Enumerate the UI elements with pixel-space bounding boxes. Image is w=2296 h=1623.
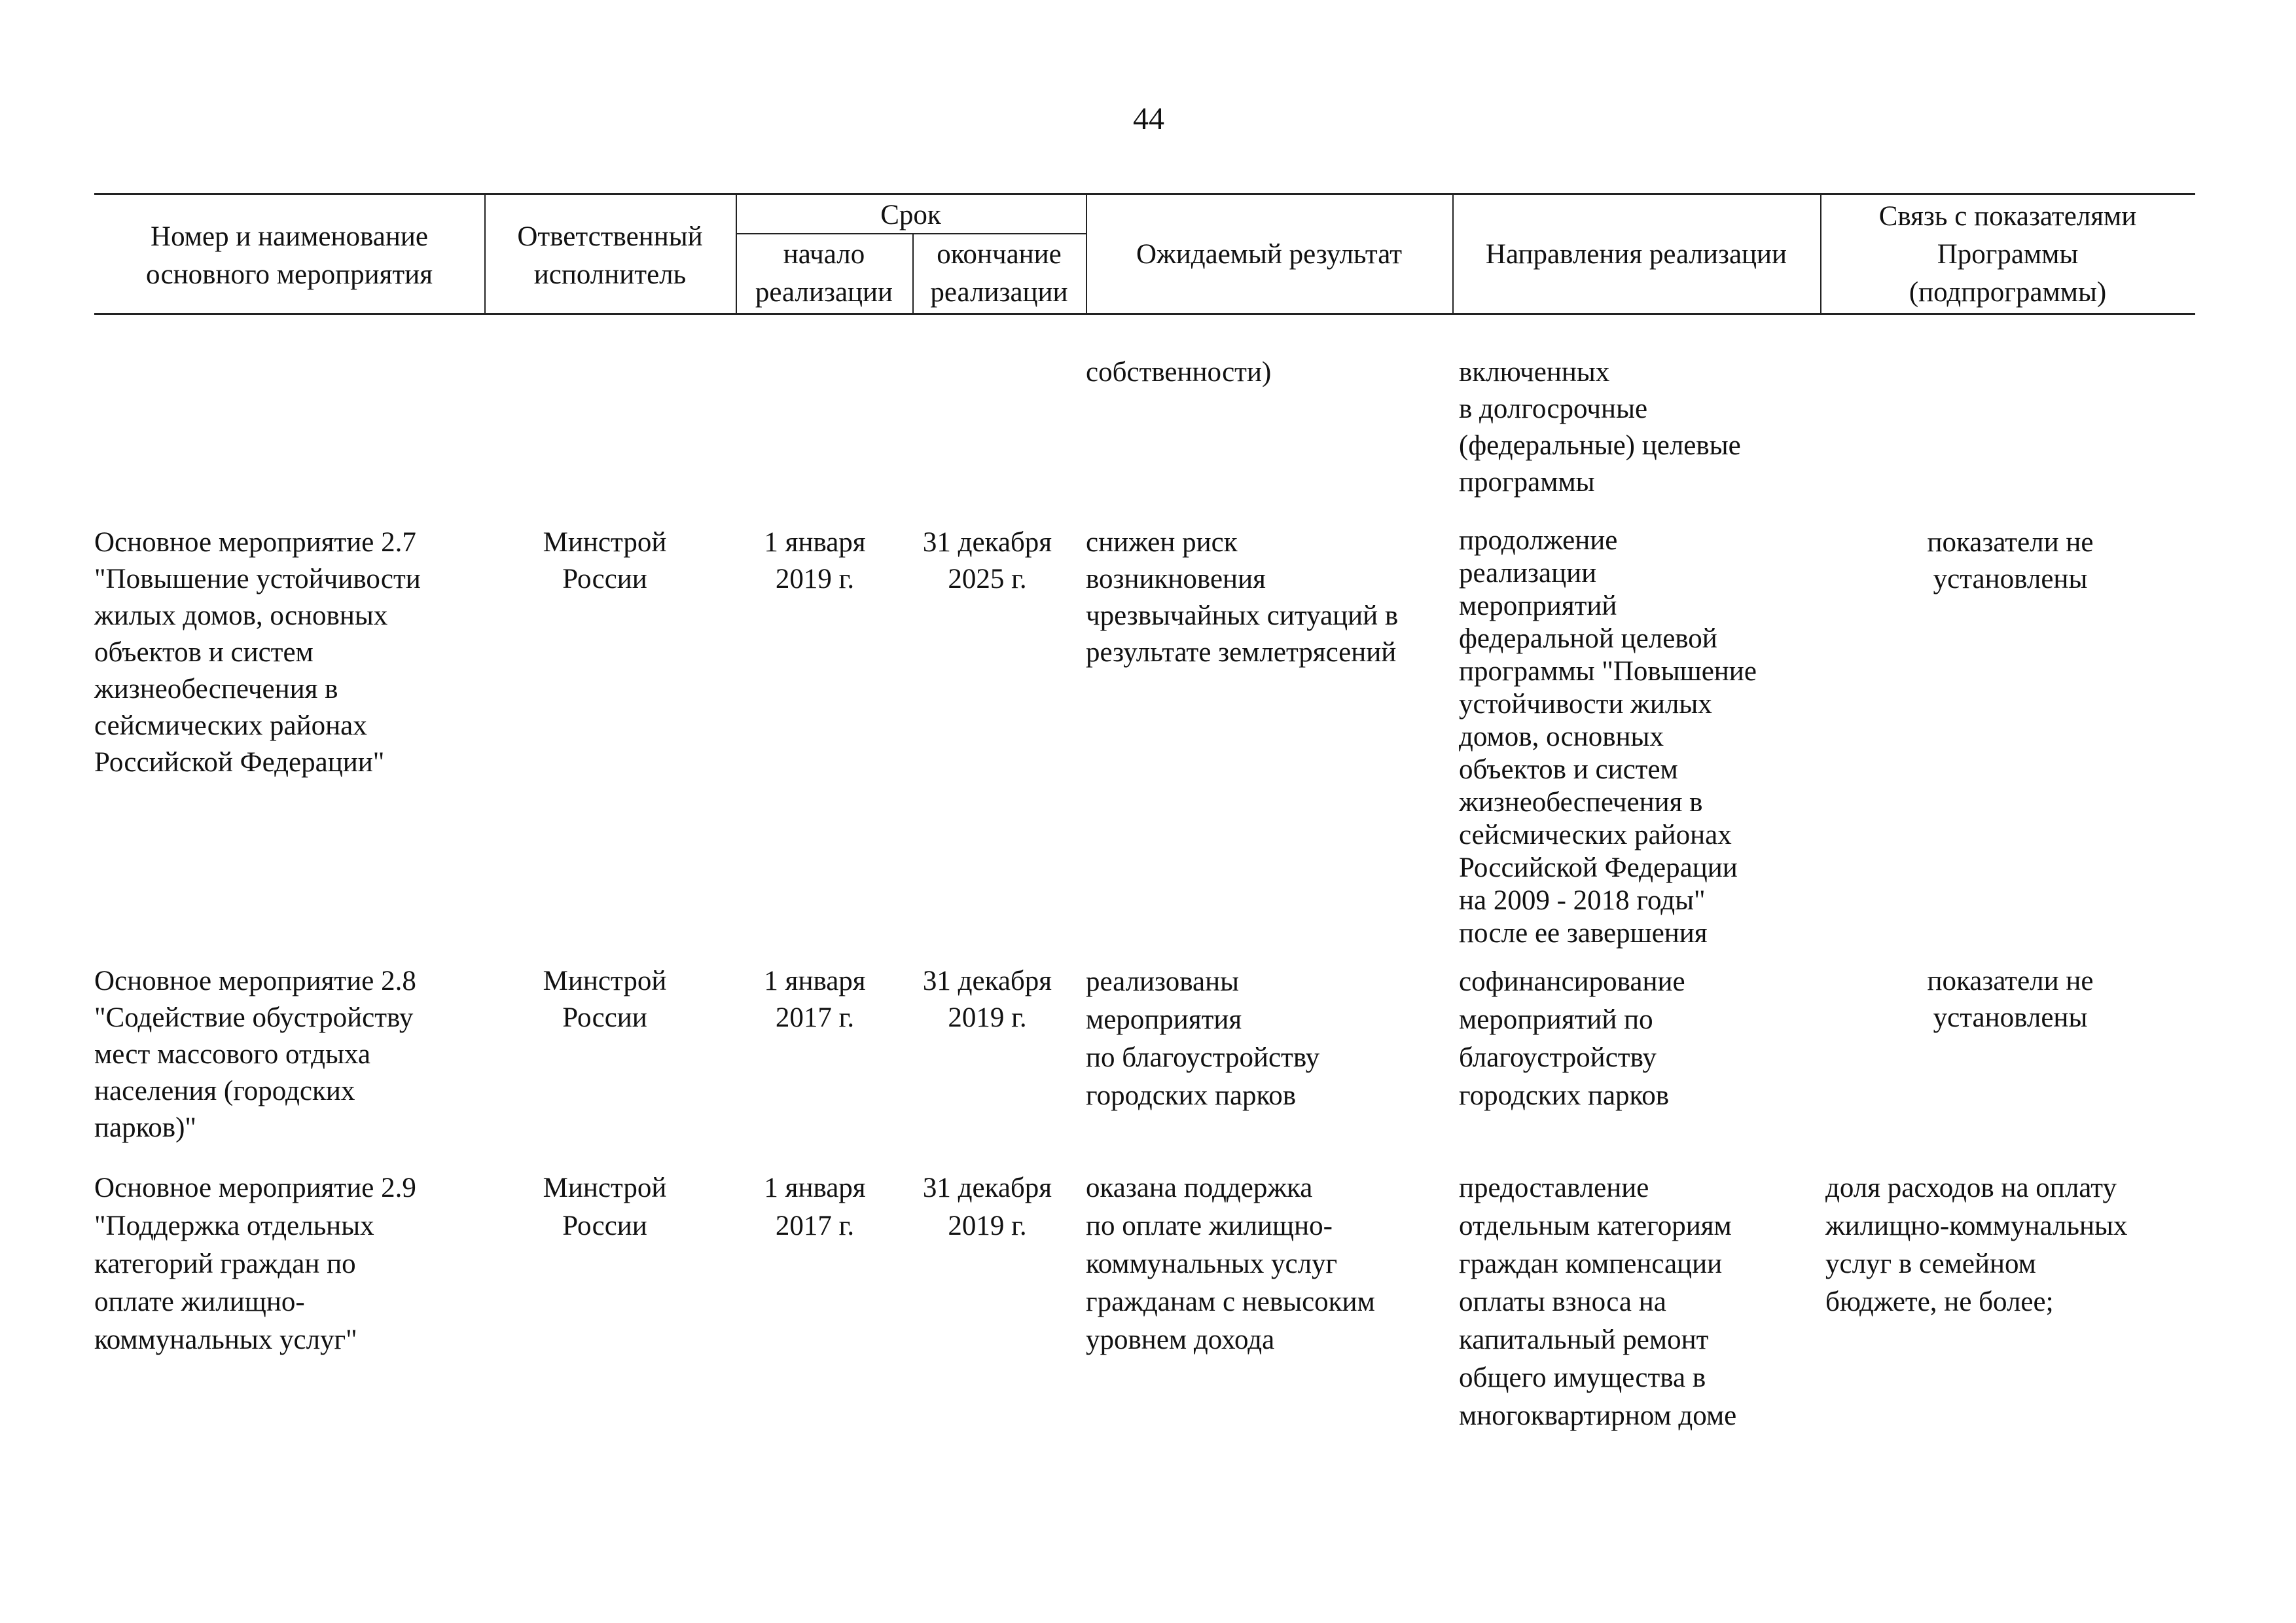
header-col-direction: Направления реализации [1485, 239, 1787, 270]
header-col-result: Ожидаемый результат [1136, 239, 1402, 270]
cell-start-date: 1 января 2017 г. [764, 966, 866, 1033]
page-number: 44 [1133, 101, 1164, 136]
cell-executor: Минстрой России [543, 1173, 667, 1241]
table-row [94, 1169, 2195, 1444]
cell-measure-name: Основное мероприятие 2.8 "Содействие обустройству мест массового отдыха населения (городских парков)" [94, 966, 416, 1143]
cell-indicators: доля расходов на оплату жилищно-коммунальных услуг в семейном бюджете, не более; [1825, 1173, 2128, 1317]
header-col-start [736, 236, 912, 312]
cell-measure-name: Основное мероприятие 2.7 "Повышение устойчивости жилых домов, основных объектов и систем жизнеобеспечения в сейсмических районах Российской Федерации" [94, 527, 421, 778]
header-text: исполнитель [533, 259, 687, 290]
cell-result: реализованы мероприятия по благоустройству городских парков [1086, 966, 1320, 1111]
header-text: Связь с показателями [1878, 201, 2137, 232]
header-text: Программы [1937, 239, 2079, 270]
cell-direction: включенных в долгосрочные (федеральные) целевые программы [1459, 357, 1741, 498]
cell-indicators: показатели не установлены [1927, 966, 2094, 1033]
cell-end-date: 31 декабря 2019 г. [922, 1173, 1052, 1241]
header-text: реализации [930, 277, 1068, 308]
cell-measure-name: Основное мероприятие 2.9 "Поддержка отдельных категорий граждан по оплате жилищно- коммунальных услуг" [94, 1173, 416, 1355]
header-text: окончание [937, 239, 1062, 270]
table-row [94, 354, 2195, 498]
cell-executor: Минстрой России [543, 527, 667, 594]
header-col-end [912, 236, 1086, 312]
header-text: начало [783, 239, 865, 270]
cell-executor: Минстрой России [543, 966, 667, 1033]
cell-result: снижен риск возникновения чрезвычайных ситуаций в результате землетрясений [1086, 527, 1399, 668]
cell-end-date: 31 декабря 2025 г. [922, 527, 1052, 594]
header-col-indicators [1820, 198, 2195, 312]
cell-indicators: показатели не установлены [1927, 527, 2094, 594]
cell-direction: софинансирование мероприятий по благоустройству городских парков [1459, 966, 1685, 1111]
header-text: Ответственный [517, 221, 703, 252]
table-row [94, 963, 2195, 1159]
header-text: реализации [755, 277, 893, 308]
header-text: Номер и наименование [151, 221, 428, 252]
header-text: основного мероприятия [146, 259, 433, 290]
cell-start-date: 1 января 2019 г. [764, 527, 866, 594]
header-col-term: Срок [880, 200, 941, 230]
cell-result: оказана поддержка по оплате жилищно- коммунальных услуг гражданам с невысоким уровнем дохода [1086, 1173, 1375, 1355]
cell-direction: продолжение реализации мероприятий федеральной целевой программы "Повышение устойчивости жилых домов, основных объектов и систем жизнеобеспечения в сейсмических районах Российской Федерации на 2009 - 2018 годы" после ее завершения [1459, 525, 1757, 949]
table-row [94, 524, 2195, 957]
header-col-name [94, 218, 484, 294]
header-col-executor [484, 218, 736, 294]
table-header [94, 193, 2195, 315]
cell-end-date: 31 декабря 2019 г. [922, 966, 1052, 1033]
cell-start-date: 1 января 2017 г. [764, 1173, 866, 1241]
measures-table [94, 193, 2195, 1431]
header-text: (подпрограммы) [1909, 277, 2107, 308]
cell-result: собственности) [1086, 357, 1272, 388]
cell-direction: предоставление отдельным категориям граждан компенсации оплаты взноса на капитальный ремонт общего имущества в многоквартирном доме [1459, 1173, 1737, 1431]
